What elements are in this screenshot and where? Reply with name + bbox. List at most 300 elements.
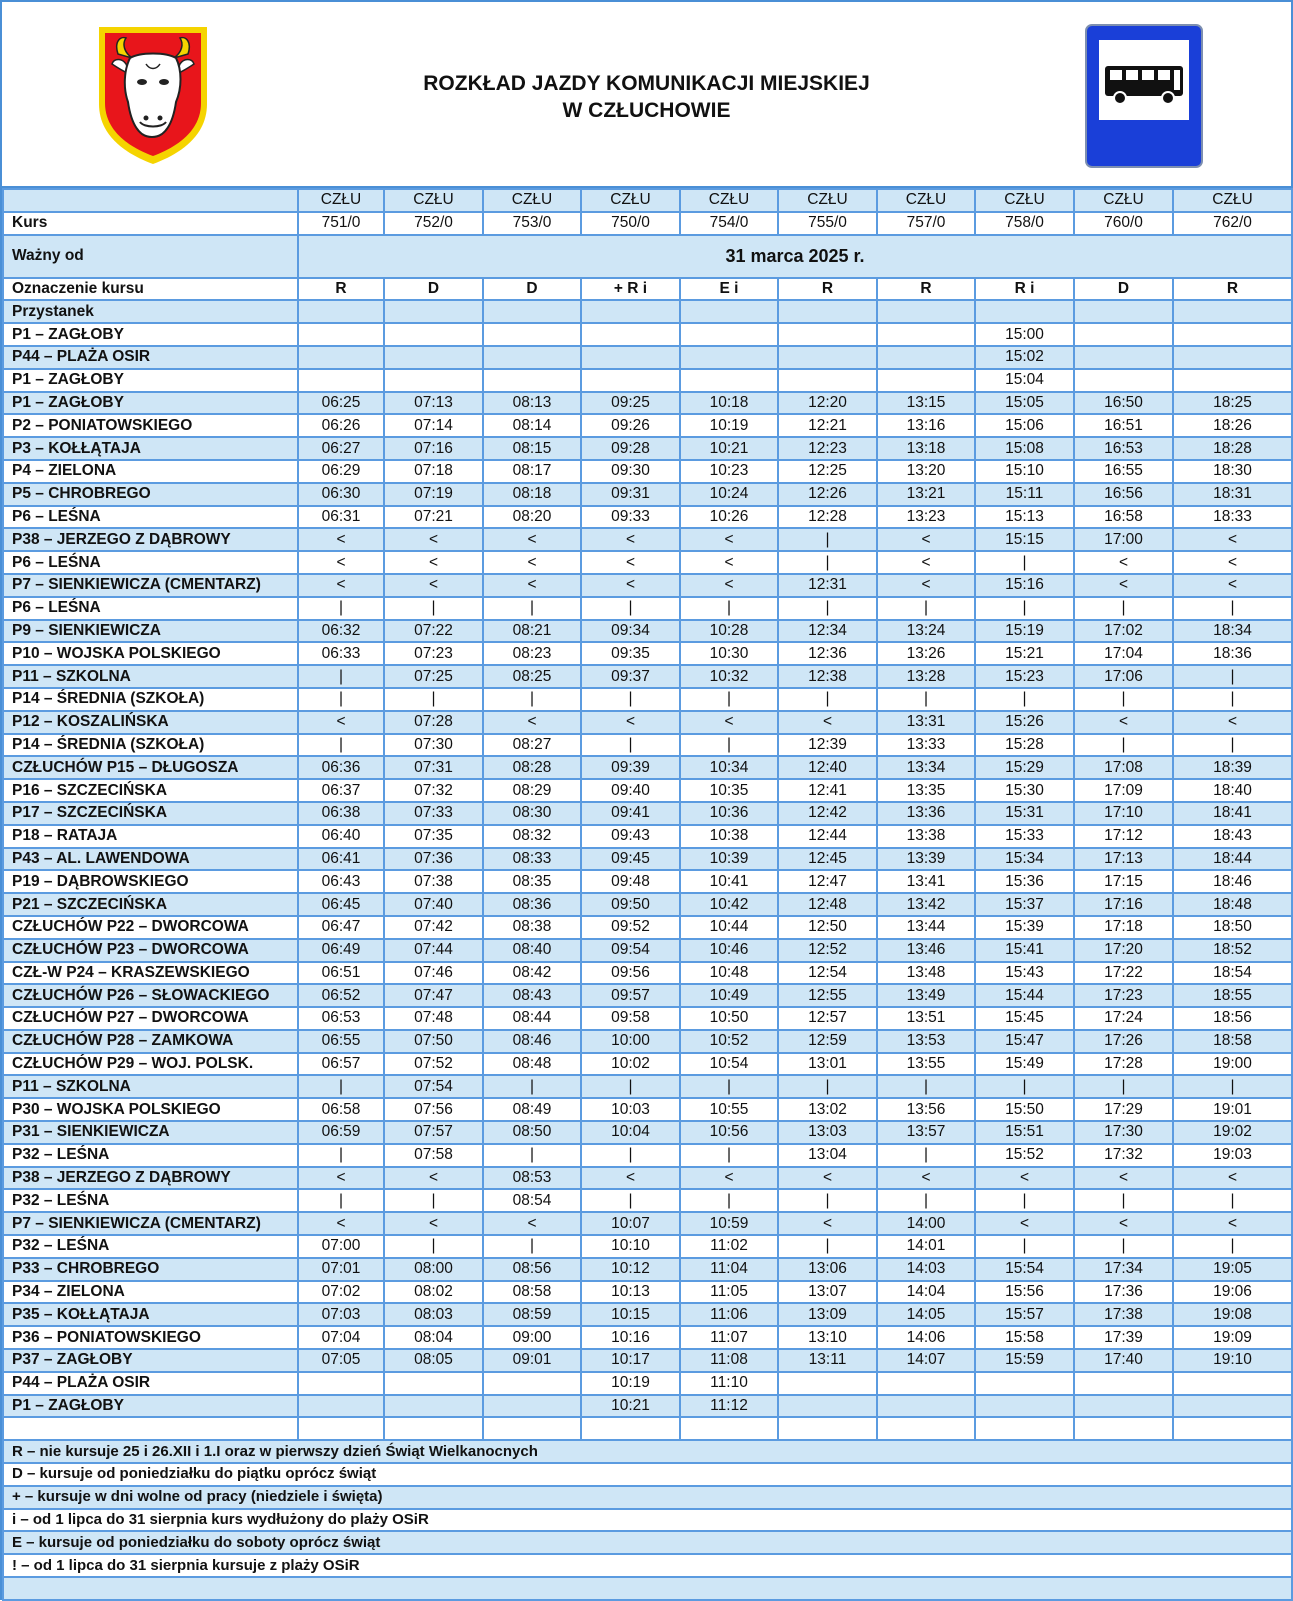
stop-row: [3, 870, 1292, 893]
departure-time: <: [1173, 528, 1292, 551]
stop-name: P6 – LEŚNA: [3, 597, 298, 620]
departure-time: |: [1074, 597, 1173, 620]
departure-time: 13:56: [877, 1098, 975, 1121]
departure-time: 13:23: [877, 506, 975, 529]
stop-name: CZŁUCHÓW P27 – DWORCOWA: [3, 1007, 298, 1030]
departure-time: 18:52: [1173, 939, 1292, 962]
stop-row: [3, 1121, 1292, 1144]
departure-time: 10:50: [680, 1007, 778, 1030]
departure-time: <: [298, 711, 384, 734]
departure-time: 19:06: [1173, 1281, 1292, 1304]
departure-time: 10:46: [680, 939, 778, 962]
departure-time: |: [1173, 688, 1292, 711]
departure-time: 13:16: [877, 414, 975, 437]
departure-time: 09:54: [581, 939, 680, 962]
departure-time: 19:10: [1173, 1349, 1292, 1372]
departure-time: 08:32: [483, 825, 581, 848]
departure-time: 08:46: [483, 1030, 581, 1053]
departure-time: 09:45: [581, 848, 680, 871]
stop-name: P9 – SIENKIEWICZA: [3, 620, 298, 643]
departure-time: 06:58: [298, 1098, 384, 1121]
departure-time: 07:14: [384, 414, 483, 437]
departure-time: |: [483, 1144, 581, 1167]
departure-time: 07:52: [384, 1053, 483, 1076]
departure-time: 06:53: [298, 1007, 384, 1030]
departure-time: <: [384, 1167, 483, 1190]
stop-row: [3, 1349, 1292, 1372]
stop-name: P6 – LEŚNA: [3, 506, 298, 529]
departure-time: 13:36: [877, 802, 975, 825]
course-line: CZŁU: [680, 189, 778, 212]
stop-name: P34 – ZIELONA: [3, 1281, 298, 1304]
departure-time: 07:42: [384, 916, 483, 939]
departure-time: <: [680, 1167, 778, 1190]
stop-name: P16 – SZCZECIŃSKA: [3, 779, 298, 802]
departure-time: 06:32: [298, 620, 384, 643]
stop-name: P18 – RATAJA: [3, 825, 298, 848]
departure-time: 18:56: [1173, 1007, 1292, 1030]
departure-time: 06:30: [298, 483, 384, 506]
departure-time: |: [975, 1075, 1074, 1098]
departure-time: 18:25: [1173, 392, 1292, 415]
departure-time: 08:17: [483, 460, 581, 483]
departure-time: 10:44: [680, 916, 778, 939]
departure-time: <: [1074, 551, 1173, 574]
empty-cell: [298, 1417, 384, 1440]
legend-row: [3, 1463, 1292, 1486]
departure-time: 15:41: [975, 939, 1074, 962]
stop-name: P3 – KOŁŁĄTAJA: [3, 437, 298, 460]
departure-time: 12:55: [778, 984, 877, 1007]
stop-name: P11 – SZKOLNA: [3, 1075, 298, 1098]
stop-row: [3, 1212, 1292, 1235]
departure-time: 13:51: [877, 1007, 975, 1030]
departure-time: 15:49: [975, 1053, 1074, 1076]
departure-time: 10:19: [581, 1372, 680, 1395]
departure-time: 12:57: [778, 1007, 877, 1030]
departure-time: <: [680, 551, 778, 574]
stop-name: P33 – CHROBREGO: [3, 1258, 298, 1281]
departure-time: [1173, 369, 1292, 392]
departure-time: 08:44: [483, 1007, 581, 1030]
departure-time: [483, 369, 581, 392]
stop-name: P44 – PLAŻA OSIR: [3, 1372, 298, 1395]
departure-time: 16:56: [1074, 483, 1173, 506]
departure-time: 11:04: [680, 1258, 778, 1281]
departure-time: 10:16: [581, 1326, 680, 1349]
stop-name: P32 – LEŚNA: [3, 1144, 298, 1167]
departure-time: 15:13: [975, 506, 1074, 529]
departure-time: |: [483, 1075, 581, 1098]
departure-time: 08:28: [483, 756, 581, 779]
departure-time: 07:36: [384, 848, 483, 871]
empty-cell: [1074, 1417, 1173, 1440]
departure-time: 14:07: [877, 1349, 975, 1372]
departure-time: <: [581, 1167, 680, 1190]
departure-time: 08:43: [483, 984, 581, 1007]
stop-name: P1 – ZAGŁOBY: [3, 323, 298, 346]
course-line: CZŁU: [1173, 189, 1292, 212]
departure-time: 17:09: [1074, 779, 1173, 802]
departure-time: 17:12: [1074, 825, 1173, 848]
departure-time: 15:58: [975, 1326, 1074, 1349]
departure-time: <: [975, 1167, 1074, 1190]
departure-time: 07:28: [384, 711, 483, 734]
departure-time: 10:55: [680, 1098, 778, 1121]
departure-time: <: [298, 1212, 384, 1235]
stop-name: P1 – ZAGŁOBY: [3, 392, 298, 415]
stop-header-row: [3, 300, 1292, 323]
departure-time: 10:23: [680, 460, 778, 483]
departure-time: <: [1173, 574, 1292, 597]
departure-time: 14:03: [877, 1258, 975, 1281]
departure-time: |: [1173, 1075, 1292, 1098]
departure-time: 13:33: [877, 734, 975, 757]
departure-time: [778, 346, 877, 369]
departure-time: 17:20: [1074, 939, 1173, 962]
departure-time: 15:10: [975, 460, 1074, 483]
departure-time: 13:34: [877, 756, 975, 779]
departure-time: |: [877, 1075, 975, 1098]
departure-time: |: [1074, 734, 1173, 757]
departure-time: 17:10: [1074, 802, 1173, 825]
departure-time: 17:32: [1074, 1144, 1173, 1167]
stop-name: CZŁUCHÓW P15 – DŁUGOSZA: [3, 756, 298, 779]
departure-time: 17:40: [1074, 1349, 1173, 1372]
empty-cell: [483, 1417, 581, 1440]
departure-time: 10:12: [581, 1258, 680, 1281]
departure-time: 17:38: [1074, 1303, 1173, 1326]
departure-time: |: [778, 528, 877, 551]
departure-time: 08:21: [483, 620, 581, 643]
departure-time: [1074, 1372, 1173, 1395]
stop-name: P1 – ZAGŁOBY: [3, 1395, 298, 1418]
stop-row: [3, 551, 1292, 574]
departure-time: 07:32: [384, 779, 483, 802]
departure-time: 07:03: [298, 1303, 384, 1326]
departure-time: <: [581, 528, 680, 551]
departure-time: 18:54: [1173, 962, 1292, 985]
departure-time: 12:40: [778, 756, 877, 779]
departure-time: 08:35: [483, 870, 581, 893]
departure-time: 07:46: [384, 962, 483, 985]
departure-time: 15:50: [975, 1098, 1074, 1121]
departure-time: <: [581, 551, 680, 574]
departure-time: 07:16: [384, 437, 483, 460]
departure-time: 07:05: [298, 1349, 384, 1372]
departure-time: 15:02: [975, 346, 1074, 369]
departure-time: 07:18: [384, 460, 483, 483]
empty-cell: [3, 1577, 1292, 1600]
departure-time: 12:31: [778, 574, 877, 597]
departure-time: 07:44: [384, 939, 483, 962]
departure-time: [298, 1372, 384, 1395]
departure-time: <: [483, 574, 581, 597]
departure-time: |: [298, 1189, 384, 1212]
stop-row: [3, 916, 1292, 939]
departure-time: |: [778, 1235, 877, 1258]
departure-time: 09:43: [581, 825, 680, 848]
departure-time: [384, 1372, 483, 1395]
departure-time: <: [483, 1212, 581, 1235]
departure-time: 13:01: [778, 1053, 877, 1076]
stop-name: CZŁUCHÓW P23 – DWORCOWA: [3, 939, 298, 962]
departure-time: 17:28: [1074, 1053, 1173, 1076]
stop-row: [3, 848, 1292, 871]
empty-cell: [680, 300, 778, 323]
departure-time: |: [778, 688, 877, 711]
course-code: R i: [975, 278, 1074, 301]
departure-time: 09:26: [581, 414, 680, 437]
departure-time: 06:43: [298, 870, 384, 893]
departure-time: 15:57: [975, 1303, 1074, 1326]
departure-time: 15:06: [975, 414, 1074, 437]
departure-time: 16:53: [1074, 437, 1173, 460]
stop-name: P43 – AL. LAWENDOWA: [3, 848, 298, 871]
departure-time: <: [1074, 1212, 1173, 1235]
departure-time: 12:59: [778, 1030, 877, 1053]
departure-time: 17:29: [1074, 1098, 1173, 1121]
departure-time: 08:14: [483, 414, 581, 437]
stop-row: [3, 1281, 1292, 1304]
departure-time: 10:02: [581, 1053, 680, 1076]
departure-time: [778, 369, 877, 392]
stop-row: [3, 323, 1292, 346]
departure-time: 07:21: [384, 506, 483, 529]
departure-time: 10:17: [581, 1349, 680, 1372]
departure-time: |: [1074, 1075, 1173, 1098]
departure-time: 14:01: [877, 1235, 975, 1258]
departure-time: 11:08: [680, 1349, 778, 1372]
departure-time: 17:24: [1074, 1007, 1173, 1030]
departure-time: 17:00: [1074, 528, 1173, 551]
departure-time: 10:07: [581, 1212, 680, 1235]
departure-time: |: [581, 1189, 680, 1212]
departure-time: |: [975, 597, 1074, 620]
departure-time: [483, 1372, 581, 1395]
departure-time: 11:05: [680, 1281, 778, 1304]
departure-time: 10:04: [581, 1121, 680, 1144]
stop-row: [3, 346, 1292, 369]
departure-time: 10:24: [680, 483, 778, 506]
departure-time: 17:34: [1074, 1258, 1173, 1281]
departure-time: 12:23: [778, 437, 877, 460]
departure-time: 19:09: [1173, 1326, 1292, 1349]
timetable-body: [3, 189, 1292, 1600]
stop-name: P35 – KOŁŁĄTAJA: [3, 1303, 298, 1326]
departure-time: 15:04: [975, 369, 1074, 392]
departure-time: 10:56: [680, 1121, 778, 1144]
stop-row: [3, 1189, 1292, 1212]
departure-time: [581, 323, 680, 346]
departure-time: [483, 323, 581, 346]
departure-time: 15:16: [975, 574, 1074, 597]
departure-time: 07:19: [384, 483, 483, 506]
stop-name: P5 – CHROBREGO: [3, 483, 298, 506]
departure-time: 10:10: [581, 1235, 680, 1258]
departure-time: <: [1173, 1212, 1292, 1235]
stop-row: [3, 392, 1292, 415]
departure-time: 07:30: [384, 734, 483, 757]
departure-time: |: [384, 1235, 483, 1258]
departure-time: <: [877, 551, 975, 574]
legend-text: D – kursuje od poniedziałku do piątku oprócz świąt: [3, 1463, 1292, 1486]
departure-time: 16:55: [1074, 460, 1173, 483]
departure-time: [778, 323, 877, 346]
departure-time: [877, 1395, 975, 1418]
departure-time: [1074, 323, 1173, 346]
departure-time: |: [298, 597, 384, 620]
departure-time: |: [298, 665, 384, 688]
course-number: 757/0: [877, 212, 975, 235]
departure-time: |: [384, 1189, 483, 1212]
departure-time: 10:41: [680, 870, 778, 893]
stop-name: P37 – ZAGŁOBY: [3, 1349, 298, 1372]
departure-time: 07:13: [384, 392, 483, 415]
stop-row: [3, 1007, 1292, 1030]
stop-row: [3, 962, 1292, 985]
stop-row: [3, 460, 1292, 483]
departure-time: 09:33: [581, 506, 680, 529]
departure-time: 18:41: [1173, 802, 1292, 825]
stop-row: [3, 369, 1292, 392]
departure-time: 08:40: [483, 939, 581, 962]
departure-time: [975, 1395, 1074, 1418]
departure-time: <: [680, 711, 778, 734]
departure-time: 08:56: [483, 1258, 581, 1281]
departure-time: 13:18: [877, 437, 975, 460]
departure-time: [680, 369, 778, 392]
departure-time: 06:57: [298, 1053, 384, 1076]
departure-time: 07:23: [384, 642, 483, 665]
departure-time: 15:56: [975, 1281, 1074, 1304]
departure-time: 18:30: [1173, 460, 1292, 483]
departure-time: 18:34: [1173, 620, 1292, 643]
departure-time: [778, 1395, 877, 1418]
stop-name: P7 – SIENKIEWICZA (CMENTARZ): [3, 574, 298, 597]
stop-row: [3, 984, 1292, 1007]
departure-time: |: [680, 734, 778, 757]
bus-stop-sign-icon: [1085, 24, 1203, 168]
departure-time: 17:30: [1074, 1121, 1173, 1144]
departure-time: <: [1074, 574, 1173, 597]
course-code: R: [1173, 278, 1292, 301]
departure-time: 13:41: [877, 870, 975, 893]
stop-name: CZŁ-W P24 – KRASZEWSKIEGO: [3, 962, 298, 985]
stop-name: P14 – ŚREDNIA (SZKOŁA): [3, 734, 298, 757]
departure-time: 17:23: [1074, 984, 1173, 1007]
departure-time: 10:13: [581, 1281, 680, 1304]
departure-time: 18:55: [1173, 984, 1292, 1007]
legend-text: + – kursuje w dni wolne od pracy (niedziele i święta): [3, 1486, 1292, 1509]
departure-time: |: [680, 1189, 778, 1212]
departure-time: 08:36: [483, 893, 581, 916]
legend-text: R – nie kursuje 25 i 26.XII i 1.I oraz w pierwszy dzień Świąt Wielkanocnych: [3, 1440, 1292, 1463]
departure-time: 12:42: [778, 802, 877, 825]
departure-time: [680, 346, 778, 369]
departure-time: <: [1173, 711, 1292, 734]
departure-time: 07:33: [384, 802, 483, 825]
departure-time: 08:29: [483, 779, 581, 802]
departure-time: 15:30: [975, 779, 1074, 802]
departure-time: 13:53: [877, 1030, 975, 1053]
stop-name: CZŁUCHÓW P22 – DWORCOWA: [3, 916, 298, 939]
departure-time: 13:31: [877, 711, 975, 734]
departure-time: 12:39: [778, 734, 877, 757]
departure-time: 18:31: [1173, 483, 1292, 506]
empty-cell: [778, 300, 877, 323]
departure-time: 19:00: [1173, 1053, 1292, 1076]
departure-time: 12:25: [778, 460, 877, 483]
departure-time: 08:02: [384, 1281, 483, 1304]
departure-time: 10:42: [680, 893, 778, 916]
stop-name: P36 – PONIATOWSKIEGO: [3, 1326, 298, 1349]
departure-time: 08:05: [384, 1349, 483, 1372]
departure-time: 08:53: [483, 1167, 581, 1190]
departure-time: 18:48: [1173, 893, 1292, 916]
departure-time: 06:47: [298, 916, 384, 939]
stop-row: [3, 939, 1292, 962]
departure-time: 10:36: [680, 802, 778, 825]
course-number: 751/0: [298, 212, 384, 235]
departure-time: [1173, 323, 1292, 346]
departure-time: [1074, 346, 1173, 369]
departure-time: 10:30: [680, 642, 778, 665]
departure-time: <: [483, 528, 581, 551]
departure-time: 17:15: [1074, 870, 1173, 893]
departure-time: [384, 346, 483, 369]
departure-time: 06:29: [298, 460, 384, 483]
stop-name: P38 – JERZEGO Z DĄBROWY: [3, 528, 298, 551]
departure-time: 13:04: [778, 1144, 877, 1167]
departure-time: 13:11: [778, 1349, 877, 1372]
departure-time: 07:35: [384, 825, 483, 848]
departure-time: 18:26: [1173, 414, 1292, 437]
departure-time: 15:15: [975, 528, 1074, 551]
course-number: 755/0: [778, 212, 877, 235]
departure-time: 10:21: [581, 1395, 680, 1418]
departure-time: 15:44: [975, 984, 1074, 1007]
course-code: R: [778, 278, 877, 301]
stop-row: [3, 1098, 1292, 1121]
departure-time: 07:01: [298, 1258, 384, 1281]
departure-time: 09:40: [581, 779, 680, 802]
departure-time: 17:26: [1074, 1030, 1173, 1053]
header-corner: [3, 189, 298, 212]
empty-cell: [680, 1417, 778, 1440]
departure-time: 09:28: [581, 437, 680, 460]
departure-time: |: [877, 597, 975, 620]
departure-time: 08:00: [384, 1258, 483, 1281]
departure-time: 13:06: [778, 1258, 877, 1281]
departure-time: 10:21: [680, 437, 778, 460]
departure-time: 08:33: [483, 848, 581, 871]
course-number: 762/0: [1173, 212, 1292, 235]
departure-time: 08:27: [483, 734, 581, 757]
departure-time: 06:25: [298, 392, 384, 415]
departure-time: 19:05: [1173, 1258, 1292, 1281]
departure-time: 15:47: [975, 1030, 1074, 1053]
departure-time: 07:48: [384, 1007, 483, 1030]
stop-name: P32 – LEŚNA: [3, 1189, 298, 1212]
departure-time: <: [1074, 1167, 1173, 1190]
departure-time: |: [1074, 1189, 1173, 1212]
stop-row: [3, 825, 1292, 848]
departure-time: 12:50: [778, 916, 877, 939]
valid-from-label: Ważny od: [3, 235, 298, 278]
departure-time: 18:50: [1173, 916, 1292, 939]
stop-name: P30 – WOJSKA POLSKIEGO: [3, 1098, 298, 1121]
